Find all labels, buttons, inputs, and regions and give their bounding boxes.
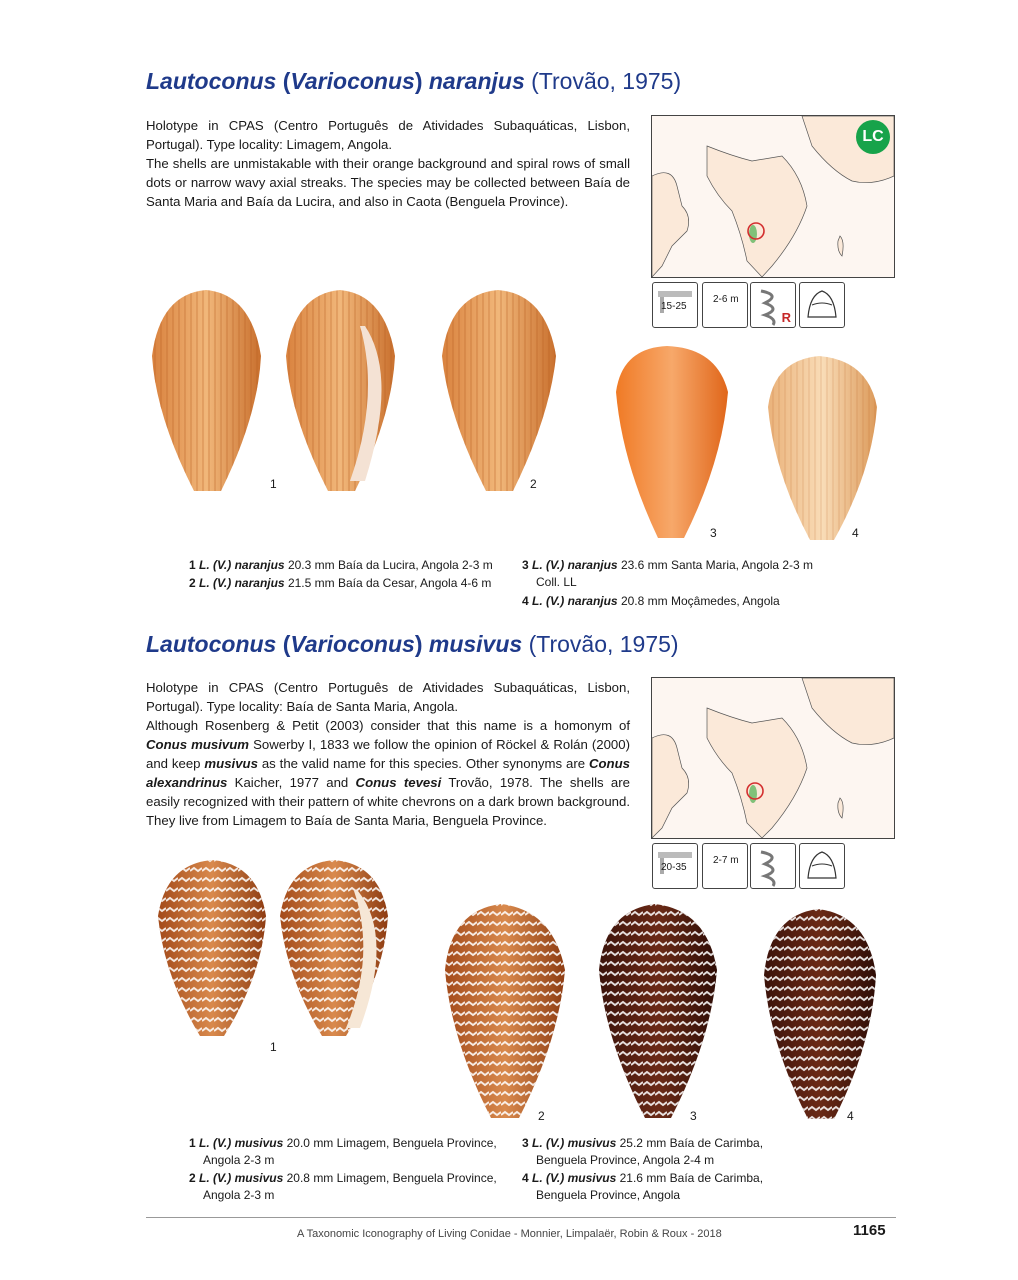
figure-number: 1: [270, 1040, 277, 1054]
taxon-name: musivus: [204, 756, 258, 771]
figure-caption: [189, 575, 519, 592]
caption-text-line2: Coll. LL: [536, 575, 577, 589]
caption-name: L. (V.) musivus: [199, 1171, 284, 1185]
shell-image: [441, 900, 569, 1122]
description-paragraph: [146, 716, 630, 830]
caption-text-line2: Benguela Province, Angola 2-4 m: [536, 1153, 715, 1167]
caption-text: 20.3 mm Baía da Lucira, Angola 2-3 m: [287, 558, 493, 572]
caption-text-line2: Benguela Province, Angola: [536, 1188, 681, 1202]
figure-number: 3: [710, 526, 717, 540]
footer-citation: A Taxonomic Iconography of Living Conidae - Monnier, Limpalaër, Robin & Roux - 2018: [297, 1228, 722, 1240]
text-run: Trovão, 1978. The shells are easily recognized with their pattern of white chevrons on a dark brown background. They live from Limagem to Baía de Santa Maria, Benguela Province.: [146, 775, 630, 828]
caption-number: 2: [189, 576, 196, 590]
text-run: Sowerby I, 1833 we follow the opinion of Röckel & Rolán (2000) and keep: [146, 737, 630, 771]
text-run: Although Rosenberg & Petit (2003) consider that this name is a homonym of: [146, 718, 630, 733]
caption-number: 4: [522, 1171, 529, 1185]
caption-name: L. (V.) musivus: [532, 1136, 617, 1150]
distribution-map: [651, 115, 895, 278]
taxon-name: Conus alexandrinus: [146, 756, 630, 790]
shell-image: [146, 286, 266, 496]
caption-text: 21.5 mm Baía da Cesar, Angola 4-6 m: [287, 576, 492, 590]
caption-text: 20.0 mm Limagem, Benguela Province,: [286, 1136, 497, 1150]
text-run: as the valid name for this species. Other synonyms are: [257, 756, 589, 771]
genus: Lautoconus: [146, 631, 277, 657]
caption-number: 1: [189, 1136, 196, 1150]
distribution-map: [651, 677, 895, 839]
depth-range-value: 2-7 m: [713, 855, 739, 866]
epithet: musivus: [428, 631, 523, 657]
caption-number: 3: [522, 558, 529, 572]
species-description: [146, 678, 630, 830]
taxon-name: Conus musivum: [146, 737, 249, 752]
depth-range-icon: [702, 282, 748, 328]
habitat-mark: R: [781, 310, 791, 325]
caption-number: 2: [189, 1171, 196, 1185]
figure-number: 4: [852, 526, 859, 540]
figure-caption: [189, 557, 519, 574]
subgenus: Varioconus: [290, 68, 415, 94]
shell-image: [154, 856, 270, 1041]
figure-caption: [522, 1135, 822, 1169]
species-description: [146, 116, 630, 211]
figure-number: 2: [538, 1109, 545, 1123]
habitat-icon: [750, 282, 796, 328]
figure-caption: [189, 1170, 519, 1204]
shell-outline-icon: [800, 844, 844, 888]
caption-text: 20.8 mm Moçâmedes, Angola: [620, 594, 780, 608]
caption-name: L. (V.) naranjus: [199, 576, 285, 590]
depth-range-value: 2-6 m: [713, 294, 739, 305]
epithet: naranjus: [428, 68, 525, 94]
taxon-name: Conus tevesi: [355, 775, 442, 790]
subgenus: Varioconus: [290, 631, 415, 657]
size-range-icon: [652, 282, 698, 328]
caption-name: L. (V.) naranjus: [532, 558, 618, 572]
caption-name: L. (V.) musivus: [532, 1171, 617, 1185]
shell-image: [438, 286, 560, 496]
species-author: (Trovão, 1975): [528, 631, 679, 657]
caption-number: 1: [189, 558, 196, 572]
figure-number: 1: [270, 477, 277, 491]
caption-name: L. (V.) naranjus: [199, 558, 285, 572]
figure-number: 3: [690, 1109, 697, 1123]
shell-outline-icon: [800, 283, 844, 327]
conservation-status-badge: LC: [856, 120, 890, 154]
figure-caption: [522, 557, 852, 591]
description-paragraph: The shells are unmistakable with their orange background and spiral rows of small dots or narrow wavy axial streaks. The species may be collected between Baía de Santa Maria and Baía da Lucira, and also in Caota (Benguela Province).: [146, 156, 630, 209]
genus: Lautoconus: [146, 68, 277, 94]
species-title-naranjus: Lautoconus (Varioconus) naranjus (Trovão, 1975): [146, 68, 682, 94]
description-paragraph: Holotype in CPAS (Centro Português de Atividades Subaquáticas, Lisbon, Portugal). Type locality: Baía de Santa Maria, Angola.: [146, 680, 630, 714]
caption-text: 20.8 mm Limagem, Benguela Province,: [286, 1171, 497, 1185]
figure-caption: [522, 593, 852, 610]
footer-divider: [146, 1217, 896, 1218]
world-map-graphic: [652, 678, 894, 838]
figure-caption: [189, 1135, 519, 1169]
page-number: 1165: [853, 1222, 886, 1239]
size-range-icon: [652, 843, 698, 889]
shell-shape-icon: [799, 843, 845, 889]
shell-image: [595, 900, 721, 1122]
shell-image: [612, 342, 732, 542]
depth-range-icon: [702, 843, 748, 889]
species-author: (Trovão, 1975): [531, 68, 682, 94]
shell-image: [280, 286, 402, 496]
figure-caption: [522, 1170, 822, 1204]
size-range-value: 15-25: [661, 301, 687, 312]
description-paragraph: Holotype in CPAS (Centro Português de Atividades Subaquáticas, Lisbon, Portugal). Type locality: Limagem, Angola.: [146, 118, 630, 152]
species-title-musivus: Lautoconus (Varioconus) musivus (Trovão, 1975): [146, 631, 679, 657]
habitat-icon: [750, 843, 796, 889]
shell-image: [276, 856, 398, 1041]
figure-number: 2: [530, 477, 537, 491]
caption-name: L. (V.) naranjus: [532, 594, 618, 608]
text-run: Kaicher, 1977 and: [227, 775, 356, 790]
shell-image: [760, 905, 880, 1123]
figure-number: 4: [847, 1109, 854, 1123]
caption-number: 3: [522, 1136, 529, 1150]
caption-text-line2: Angola 2-3 m: [203, 1188, 275, 1202]
caption-number: 4: [522, 594, 529, 608]
shell-shape-icon: [799, 282, 845, 328]
size-range-value: 20-35: [661, 862, 687, 873]
caption-name: L. (V.) musivus: [199, 1136, 284, 1150]
caption-text-line2: Angola 2-3 m: [203, 1153, 275, 1167]
caption-text: 25.2 mm Baía de Carimba,: [619, 1136, 764, 1150]
shell-image: [764, 352, 882, 544]
worm-habitat-icon: [751, 844, 795, 888]
caption-text: 23.6 mm Santa Maria, Angola 2-3 m: [620, 558, 814, 572]
caption-text: 21.6 mm Baía de Carimba,: [619, 1171, 764, 1185]
